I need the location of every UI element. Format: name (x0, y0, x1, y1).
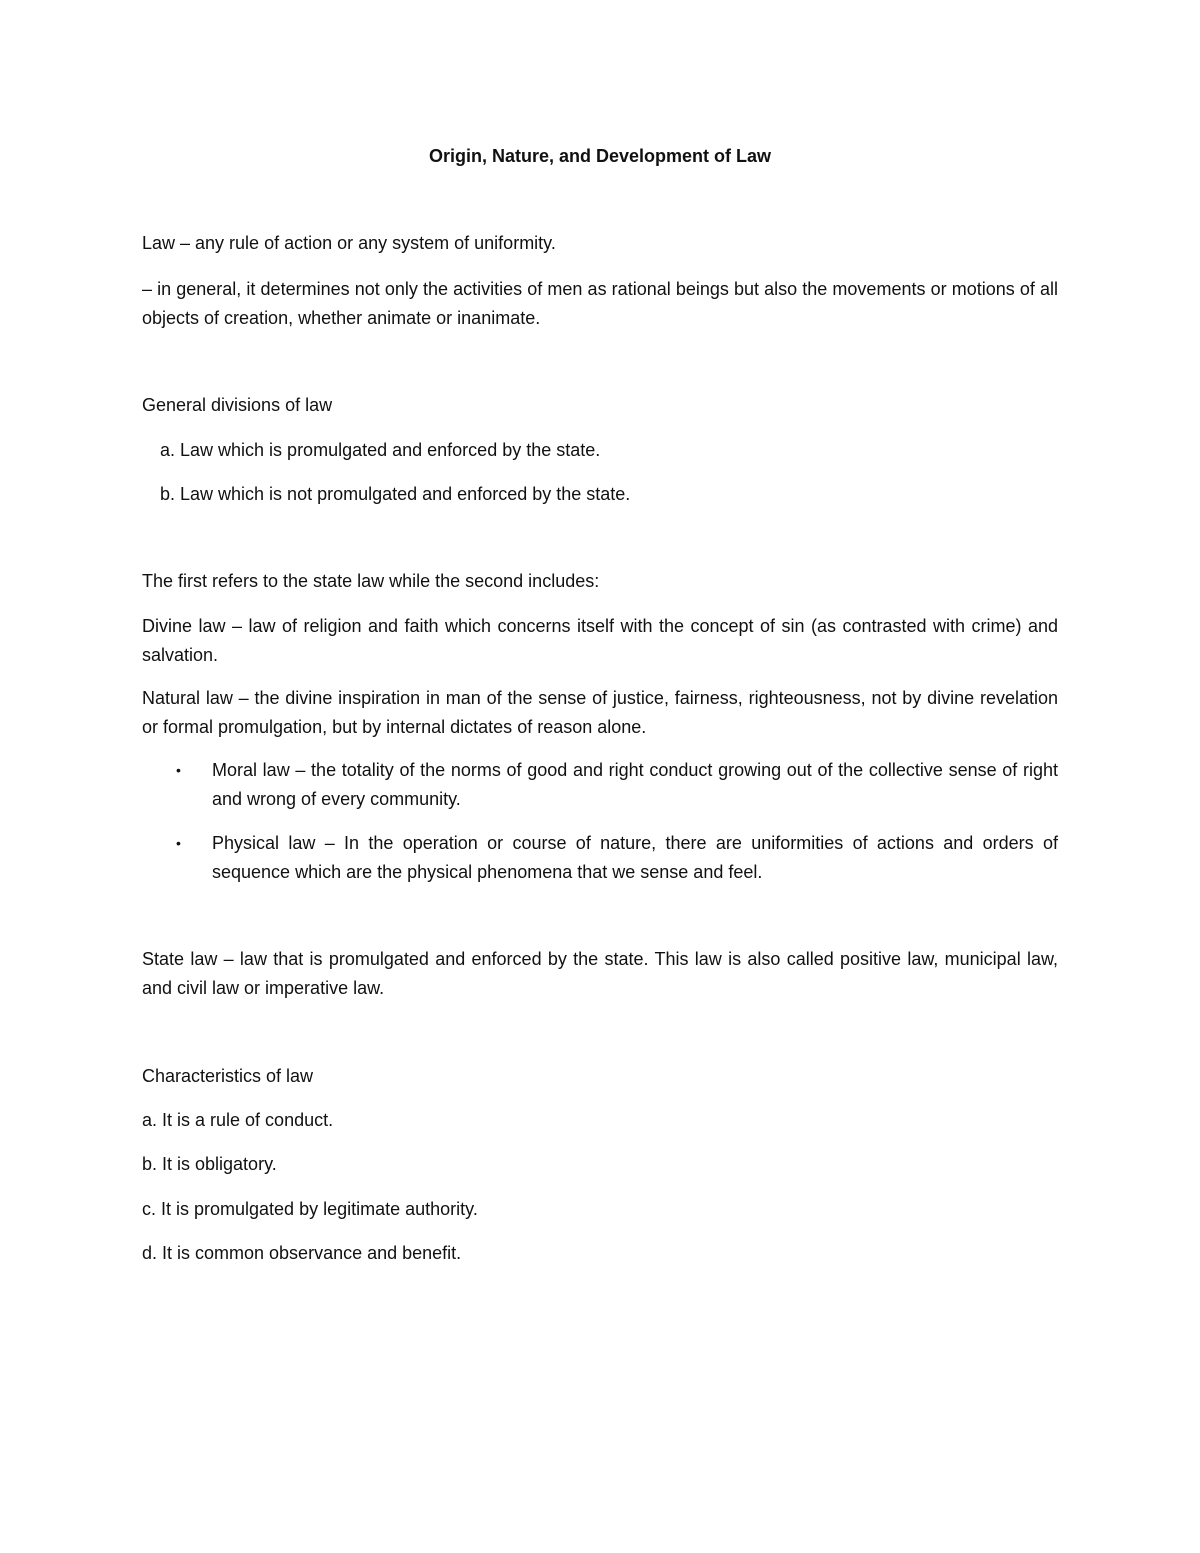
state-law-paragraph: State law – law that is promulgated and enforced by the state. This law is also called positive law, municipal law, and civil law or imperative law. (142, 949, 1058, 998)
law-definition: Law – any rule of action or any system of uniformity. (142, 233, 556, 253)
page-title: Origin, Nature, and Development of Law (428, 146, 772, 166)
characteristic-item-c: c. It is promulgated by legitimate authority. (142, 1199, 478, 1219)
bullet-marker: • (176, 762, 181, 778)
division-item-b: b. Law which is not promulgated and enforced by the state. (160, 484, 631, 504)
moral-law-bullet: Moral law – the totality of the norms of good and right conduct growing out of the collective sense of right and wrong of every community. (212, 760, 1058, 809)
general-divisions-heading: General divisions of law (142, 395, 333, 415)
natural-law-paragraph: Natural law – the divine inspiration in man of the sense of justice, fairness, righteousness, not by divine revelation or formal promulgation, but by internal dictates of reason alone. (142, 688, 1058, 737)
first-refers-text: The first refers to the state law while the second includes: (142, 571, 600, 591)
characteristics-heading: Characteristics of law (142, 1066, 314, 1086)
division-item-a: a. Law which is promulgated and enforced by the state. (160, 440, 601, 460)
divine-law-paragraph: Divine law – law of religion and faith which concerns itself with the concept of sin (as contrasted with crime) and salvation. (142, 616, 1058, 665)
characteristic-item-b: b. It is obligatory. (142, 1154, 277, 1174)
bullet-marker: • (176, 835, 181, 851)
characteristic-item-a: a. It is a rule of conduct. (142, 1110, 334, 1130)
physical-law-bullet: Physical law – In the operation or course of nature, there are uniformities of actions and orders of sequence which are the physical phenomena that we sense and feel. (212, 833, 1058, 882)
law-general-paragraph: – in general, it determines not only the activities of men as rational beings but also the movements or motions of all objects of creation, whether animate or inanimate. (142, 279, 1058, 328)
characteristic-item-d: d. It is common observance and benefit. (142, 1243, 462, 1263)
